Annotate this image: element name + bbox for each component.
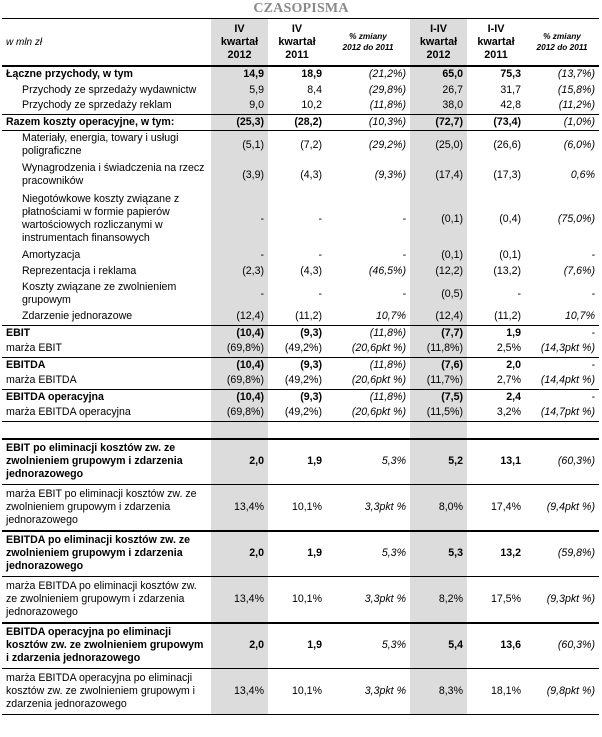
cell-ytd-2011: 18,1% <box>467 669 525 715</box>
cell-q4-2011: 18,9 <box>268 66 326 82</box>
row-label: Reprezentacja i reklama <box>22 264 137 277</box>
cell-ytd-2011: - <box>517 287 521 300</box>
cell-q4-2012: - <box>211 279 268 309</box>
cell-ytd-2011: 2,7% <box>496 374 521 387</box>
cell-change-q4: (10,3%) <box>326 114 410 130</box>
cell-ytd-2012: (12,4) <box>410 309 467 325</box>
financial-table <box>2 18 599 715</box>
row-label: Niegotówkowe koszty związane z płatnościami w formie papierów wartościowych rozliczanymi w instrumentach finansowych <box>22 193 180 244</box>
cell-change-q4: 3,3pkt % <box>326 485 410 531</box>
cell-change-q4: (11,8%) <box>326 357 410 373</box>
cell-change-ytd: - <box>525 389 599 405</box>
cell-ytd-2012: (12,2) <box>410 263 467 279</box>
cell-ytd-2012: (0,1) <box>410 248 467 263</box>
cell-ytd-2012: (0,1) <box>410 190 467 248</box>
cell-change-ytd: (60,3%) <box>525 623 599 669</box>
row-label: marża EBIT <box>6 342 62 355</box>
row-label: EBITDA po eliminacji kosztów zw. ze zwolnieniem grupowym i zdarzenia jednorazowego <box>2 531 211 577</box>
cell-q4-2011: (9,3) <box>268 389 326 405</box>
cell-ytd-2012: (11,8%) <box>410 341 467 357</box>
cell-change-q4: (11,8%) <box>369 99 406 112</box>
cell-ytd-2012: (7,7) <box>410 325 467 341</box>
row-label: Koszty związane ze zwolnieniem grupowym <box>22 281 177 306</box>
cell-ytd-2011: 42,8 <box>500 99 521 112</box>
cell-change-q4: (29,2%) <box>368 138 406 151</box>
table-row <box>2 130 599 160</box>
cell-change-q4: (29,8%) <box>368 83 406 96</box>
cell-q4-2011: 10,1% <box>268 577 326 623</box>
table-row <box>2 263 599 279</box>
cell-q4-2011: 1,9 <box>268 623 326 669</box>
section-title: CZASOPISMA <box>253 1 349 16</box>
cell-q4-2011: (4,3) <box>300 168 322 181</box>
cell-change-q4: (21,2%) <box>326 66 410 82</box>
cell-change-ytd: (9,3pkt %) <box>525 577 599 623</box>
cell-change-ytd: (14,4pkt %) <box>540 374 595 387</box>
cell-change-q4: (20,6pkt %) <box>351 374 406 387</box>
cell-q4-2012: (3,9) <box>211 160 268 190</box>
col-header-q4-2012: IV kwartał 2012 <box>211 19 268 67</box>
cell-q4-2011: (9,3) <box>268 325 326 341</box>
cell-ytd-2012: 8,2% <box>410 577 467 623</box>
cell-q4-2011: - <box>318 249 322 261</box>
cell-q4-2011: (49,2%) <box>284 406 322 419</box>
cell-change-q4: - <box>402 287 406 300</box>
cell-change-q4: 10,7% <box>375 310 406 323</box>
cell-change-ytd: 10,7% <box>564 310 595 323</box>
row-label: Materiały, energia, towary i usługi poligraficzne <box>22 132 179 158</box>
cell-q4-2012: (5,1) <box>211 130 268 160</box>
cell-ytd-2011: 13,2 <box>467 531 525 577</box>
cell-ytd-2012: 65,0 <box>410 66 467 82</box>
cell-change-q4: (20,6pkt %) <box>351 342 406 355</box>
row-label: marża EBITDA <box>6 374 77 387</box>
cell-ytd-2011: (73,4) <box>467 114 525 130</box>
cell-change-ytd: (9,8pkt %) <box>525 669 599 715</box>
cell-ytd-2011: 1,9 <box>467 325 525 341</box>
table-row <box>2 531 599 577</box>
cell-ytd-2011: 2,5% <box>496 342 521 355</box>
cell-q4-2012: - <box>211 190 268 248</box>
cell-change-q4: (11,8%) <box>326 389 410 405</box>
cell-change-ytd: (13,7%) <box>525 66 599 82</box>
table-row <box>2 82 599 98</box>
cell-q4-2012: 13,4% <box>211 577 268 623</box>
table-row <box>2 439 599 485</box>
cell-ytd-2011: (17,3) <box>493 168 521 181</box>
cell-change-q4: - <box>402 249 406 261</box>
cell-q4-2011: - <box>318 212 322 225</box>
cell-q4-2012: (25,3) <box>211 114 268 130</box>
cell-ytd-2011: (11,2) <box>494 310 521 323</box>
cell-change-q4: (11,8%) <box>326 325 410 341</box>
unit-label: w mln zł <box>2 19 211 67</box>
cell-change-ytd: (14,7pkt %) <box>540 406 595 419</box>
cell-change-ytd: - <box>591 287 595 300</box>
table-row <box>2 98 599 114</box>
row-label: marża EBITDA po eliminacji kosztów zw. ze zwolnieniem grupowym i zdarzenia jednorazowego <box>2 577 211 623</box>
cell-q4-2012: 2,0 <box>211 531 268 577</box>
cell-ytd-2012: (25,0) <box>410 130 467 160</box>
row-label: Przychody ze sprzedaży wydawnictw <box>22 83 197 96</box>
table-row <box>2 405 599 421</box>
row-label: Zdarzenie jednorazowe <box>22 310 133 323</box>
cell-ytd-2011: 13,6 <box>467 623 525 669</box>
cell-ytd-2011: 17,5% <box>467 577 525 623</box>
cell-ytd-2011: 13,1 <box>467 439 525 485</box>
cell-q4-2011: 1,9 <box>268 531 326 577</box>
row-label: EBIT po eliminacji kosztów zw. ze zwolnieniem grupowym i zdarzenia jednorazowego <box>2 439 211 485</box>
cell-ytd-2011: 31,7 <box>500 83 521 96</box>
cell-q4-2012: 9,0 <box>211 98 268 114</box>
cell-change-q4: 3,3pkt % <box>326 669 410 715</box>
table-row <box>2 325 599 341</box>
cell-q4-2011: 10,2 <box>301 99 322 112</box>
cell-ytd-2012: (17,4) <box>410 160 467 190</box>
table-row <box>2 309 599 325</box>
row-label: EBITDA operacyjna <box>2 389 211 405</box>
cell-q4-2012: 14,9 <box>211 66 268 82</box>
row-label: EBITDA operacyjna po eliminacji kosztów zw. ze zwolnieniem grupowym i zdarzenia jednorazowego <box>2 623 211 669</box>
header-row <box>2 19 599 67</box>
cell-change-ytd: 0,6% <box>570 168 595 181</box>
row-label: Łączne przychody, w tym <box>2 66 211 82</box>
cell-q4-2011: 8,4 <box>307 83 322 96</box>
table-row <box>2 190 599 248</box>
cell-change-ytd: (15,8%) <box>557 83 595 96</box>
cell-q4-2012: - <box>211 248 268 263</box>
cell-q4-2012: (69,8%) <box>211 373 268 389</box>
cell-ytd-2012: 26,7 <box>410 82 467 98</box>
cell-change-ytd: (11,2%) <box>558 99 595 112</box>
cell-ytd-2011: 3,2% <box>496 406 521 419</box>
cell-change-ytd: (75,0%) <box>557 212 595 225</box>
cell-change-q4: (20,6pkt %) <box>351 406 406 419</box>
row-label: Wynagrodzenia i świadczenia na rzecz pracowników <box>22 162 205 187</box>
row-label: Razem koszty operacyjne, w tym: <box>2 114 211 130</box>
row-label: EBITDA <box>2 357 211 373</box>
cell-ytd-2012: 38,0 <box>410 98 467 114</box>
cell-change-q4: 5,3% <box>326 439 410 485</box>
cell-q4-2012: 2,0 <box>211 623 268 669</box>
table-row <box>2 248 599 263</box>
cell-q4-2012: (10,4) <box>211 325 268 341</box>
cell-q4-2012: (10,4) <box>211 357 268 373</box>
cell-change-ytd: (1,0%) <box>525 114 599 130</box>
table-row <box>2 160 599 190</box>
cell-change-ytd: - <box>525 325 599 341</box>
table-row <box>2 114 599 130</box>
cell-ytd-2012: (0,5) <box>410 279 467 309</box>
table-row <box>2 357 599 373</box>
row-label: marża EBITDA operacyjna <box>6 406 131 419</box>
cell-change-ytd: (6,0%) <box>563 138 595 151</box>
table-row <box>2 669 599 715</box>
cell-q4-2012: (69,8%) <box>211 405 268 421</box>
cell-q4-2011: (49,2%) <box>284 374 322 387</box>
cell-ytd-2012: 5,4 <box>410 623 467 669</box>
cell-change-ytd: (9,4pkt %) <box>525 485 599 531</box>
cell-ytd-2012: (11,5%) <box>410 405 467 421</box>
cell-q4-2011: (28,2) <box>268 114 326 130</box>
cell-q4-2011: (4,3) <box>300 264 322 277</box>
cell-change-ytd: - <box>525 357 599 373</box>
cell-change-q4: - <box>402 212 406 225</box>
cell-q4-2011: 10,1% <box>268 485 326 531</box>
cell-q4-2011: - <box>318 287 322 300</box>
cell-change-ytd: (7,6%) <box>563 264 595 277</box>
cell-q4-2012: (69,8%) <box>211 341 268 357</box>
table-row <box>2 341 599 357</box>
cell-change-q4: (9,3%) <box>374 168 406 181</box>
cell-ytd-2012: 8,0% <box>410 485 467 531</box>
cell-ytd-2011: (13,2) <box>493 264 521 277</box>
cell-q4-2011: (11,2) <box>295 310 322 323</box>
cell-q4-2011: 10,1% <box>268 669 326 715</box>
cell-ytd-2011: (0,4) <box>499 212 521 225</box>
cell-change-q4: (46,5%) <box>368 264 406 277</box>
cell-change-ytd: (60,3%) <box>525 439 599 485</box>
cell-change-ytd: - <box>591 249 595 261</box>
cell-ytd-2011: (0,1) <box>499 249 521 261</box>
table-row <box>2 577 599 623</box>
table-row <box>2 66 599 82</box>
cell-ytd-2012: (72,7) <box>410 114 467 130</box>
cell-q4-2011: (7,2) <box>300 138 322 151</box>
cell-q4-2011: (9,3) <box>268 357 326 373</box>
row-label: Amortyzacja <box>22 249 81 261</box>
col-header-ytd-2011: I-IV kwartał 2011 <box>467 19 525 67</box>
cell-ytd-2011: 2,4 <box>467 389 525 405</box>
cell-ytd-2012: (7,5) <box>410 389 467 405</box>
col-header-ytd-2012: I-IV kwartał 2012 <box>410 19 467 67</box>
cell-ytd-2011: 2,0 <box>467 357 525 373</box>
cell-change-ytd: (14,3pkt %) <box>540 342 595 355</box>
cell-q4-2012: (10,4) <box>211 389 268 405</box>
cell-ytd-2011: 17,4% <box>467 485 525 531</box>
table-row <box>2 485 599 531</box>
col-header-change-ytd: % zmiany 2012 do 2011 <box>525 19 599 67</box>
cell-change-q4: 3,3pkt % <box>326 577 410 623</box>
row-label: Przychody ze sprzedaży reklam <box>22 99 172 112</box>
cell-q4-2012: 2,0 <box>211 439 268 485</box>
cell-change-q4: 5,3% <box>326 623 410 669</box>
row-label: marża EBITDA operacyjna po eliminacji kosztów zw. ze zwolnieniem grupowym i zdarzenia jednorazowego <box>2 669 211 715</box>
cell-q4-2011: 1,9 <box>268 439 326 485</box>
cell-q4-2012: 13,4% <box>211 669 268 715</box>
cell-change-q4: 5,3% <box>326 531 410 577</box>
col-header-q4-2011: IV kwartał 2011 <box>268 19 326 67</box>
cell-ytd-2012: 5,3 <box>410 531 467 577</box>
cell-ytd-2012: (11,7%) <box>410 373 467 389</box>
table-row <box>2 623 599 669</box>
row-label: marża EBIT po eliminacji kosztów zw. ze zwolnieniem grupowym i zdarzenia jednorazowego <box>2 485 211 531</box>
col-header-change-q4: % zmiany 2012 do 2011 <box>326 19 410 67</box>
cell-q4-2012: (12,4) <box>211 309 268 325</box>
cell-ytd-2012: 8,3% <box>410 669 467 715</box>
cell-q4-2012: 5,9 <box>211 82 268 98</box>
cell-q4-2012: (2,3) <box>211 263 268 279</box>
cell-ytd-2012: (7,6) <box>410 357 467 373</box>
row-label: EBIT <box>2 325 211 341</box>
cell-q4-2011: (49,2%) <box>284 342 322 355</box>
spacer-row <box>2 421 599 439</box>
cell-ytd-2011: (26,6) <box>493 138 521 151</box>
cell-ytd-2011: 75,3 <box>467 66 525 82</box>
cell-change-ytd: (59,8%) <box>525 531 599 577</box>
table-row <box>2 373 599 389</box>
table-row <box>2 389 599 405</box>
cell-q4-2012: 13,4% <box>211 485 268 531</box>
cell-ytd-2012: 5,2 <box>410 439 467 485</box>
table-row <box>2 279 599 309</box>
